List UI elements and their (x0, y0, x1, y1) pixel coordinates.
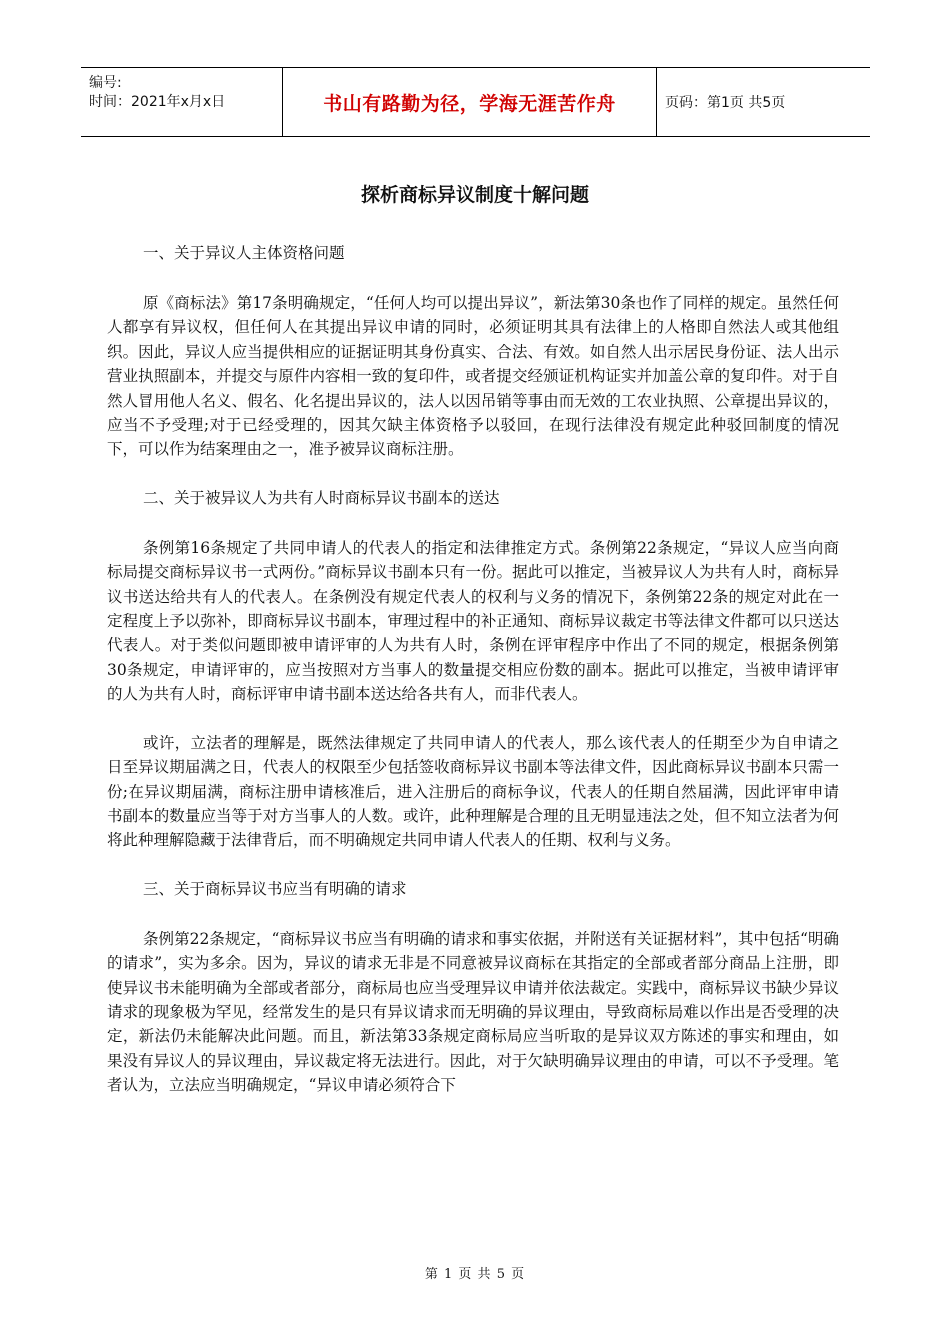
section-heading-3: 三、关于商标异议书应当有明确的请求 (143, 879, 407, 898)
paragraph-4: 条例第22条规定，“商标异议书应当有明确的请求和事实依据，并附送有关证据材料”，其中包括“明确的请求”，实为多余。因为，异议的请求无非是不同意被异议商标在其指定的全部或者部分商品上注册，即使异议书未能明确为全部或者部分，商标局也应当受理异议申请并依法裁定。实践中，商标异议书缺少异议请求的现象极为罕见，经常发生的是只有异议请求而无明确的异议理由，导致商标局难以作出是否受理的决定，新法仍未能解决此问题。而且，新法第33条规定商标局应当听取的是异议双方陈述的事实和理由，如果没有异议人的异议理由，异议裁定将无法进行。因此，对于欠缺明确异议理由的申请，可以不予受理。笔者认为，立法应当明确规定，“异议申请必须符合下 (107, 929, 839, 1095)
section-heading-2: 二、关于被异议人为共有人时商标异议书副本的送达 (143, 488, 500, 507)
header-page-cell (657, 68, 870, 136)
document-title: 探析商标异议制度十解问题 (360, 184, 589, 206)
page-footer: 第 1 页 共 5 页 (424, 1267, 526, 1282)
page-info: 页码：第1页 共5页 (665, 95, 786, 111)
paragraph-3: 或许，立法者的理解是，既然法律规定了共同申请人的代表人，那么该代表人的任期至少为自申请之日至异议期届满之日，代表人的权限至少包括签收商标异议书副本等法律文件，因此商标异议书副本只需一份;在异议期届满，商标注册申请核准后，进入注册后的商标争议，代表人的任期自然届满，因此评审申请书副本的数量应当等于对方当事人的人数。或许，此种理解是合理的且无明显违法之处，但不知立法者为何将此种理解隐藏于法律背后，而不明确规定共同申请人代表人的任期、权利与义务。 (107, 733, 839, 850)
header-motto-cell (283, 68, 657, 136)
paragraph-2: 条例第16条规定了共同申请人的代表人的指定和法律推定方式。条例第22条规定，“异议人应当向商标局提交商标异议书一式两份。”商标异议书副本只有一份。据此可以推定，当被异议人为共有人时，商标异议书送达给共有人的代表人。在条例没有规定代表人的权利与义务的情况下，条例第22条的规定对此在一定程度上予以弥补，即商标异议书副本，审理过程中的补正通知、商标异议裁定书等法律文件都可以只送达代表人。对于类似问题即被申请评审的人为共有人时，条例在评审程序中作出了不同的规定，根据条例第30条规定，申请评审的，应当按照对方当事人的数量提交相应份数的副本。据此可以推定，当被申请评审的人为共有人时，商标评审申请书副本送达给各共有人，而非代表人。 (107, 538, 839, 704)
document-body (107, 241, 839, 1122)
header-table (81, 67, 870, 137)
date-label: 时间：2021年x月x日 (89, 94, 226, 110)
serial-number-label: 编号: (89, 75, 122, 91)
header-meta-cell (81, 68, 283, 136)
section-heading-1: 一、关于异议人主体资格问题 (143, 244, 345, 262)
paragraph-1: 原《商标法》第17条明确规定，“任何人均可以提出异议”，新法第30条也作了同样的规定。虽然任何人都享有异议权，但任何人在其提出异议申请的同时，必须证明其具有法律上的人格即自然法人或其他组织。因此，异议人应当提供相应的证据证明其身份真实、合法、有效。如自然人出示居民身份证、法人出示营业执照副本，并提交与原件内容相一致的复印件，或者提交经颁证机构证实并加盖公章的复印件。对于自然人冒用他人名义、假名、化名提出异议的，法人以因吊销等事由而无效的工农业执照、公章提出异议的，应当不予受理;对于已经受理的，因其欠缺主体资格予以驳回，在现行法律没有规定此种驳回制度的情况下，可以作为结案理由之一，准予被异议商标注册。 (107, 294, 839, 459)
motto-text: 书山有路勤为径，学海无涯苦作舟 (323, 92, 616, 115)
